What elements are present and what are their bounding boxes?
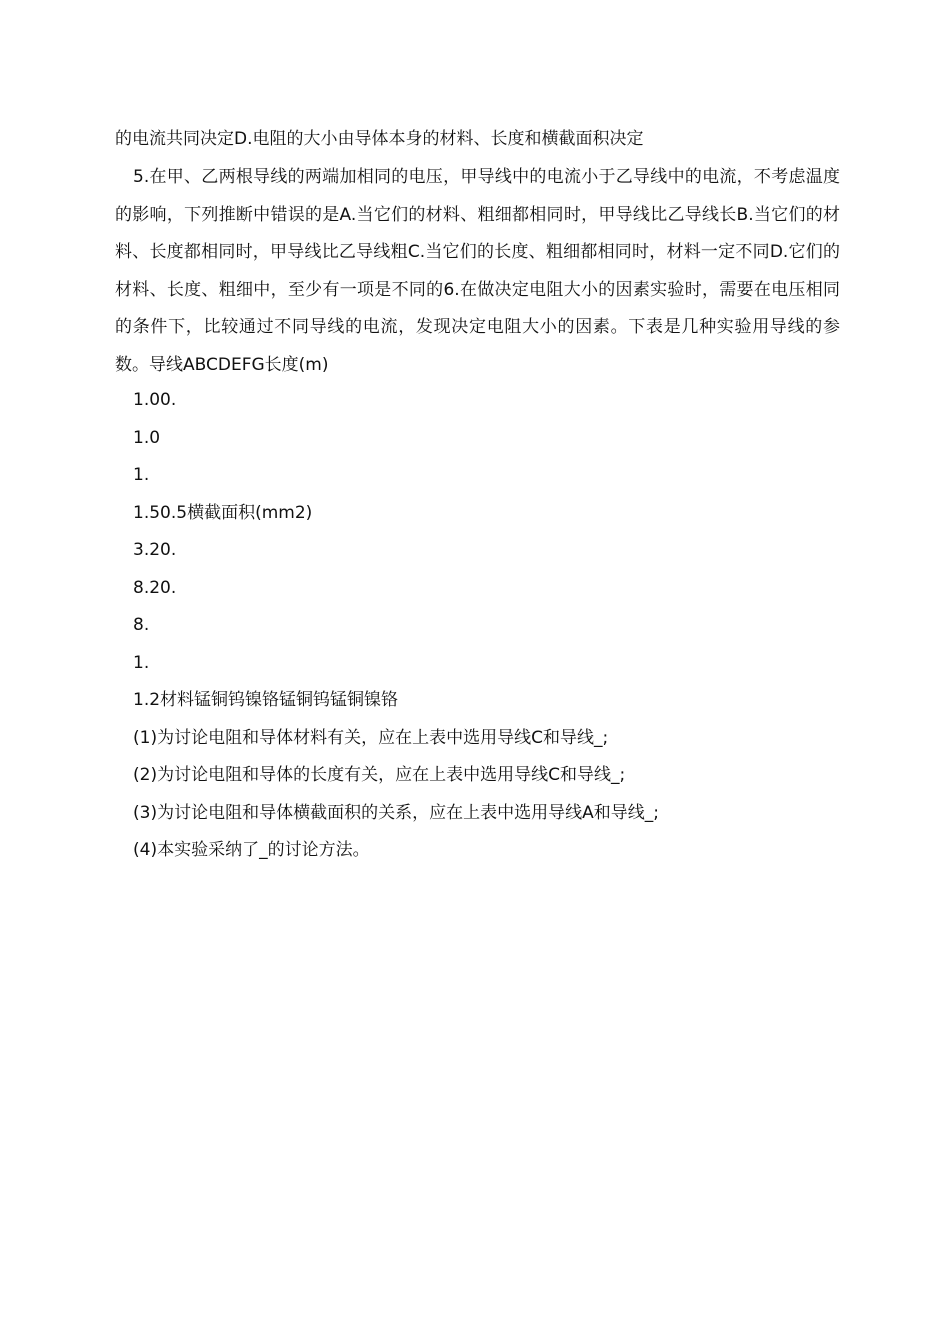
sub-question-4: (4)本实验采纳了_的讨论方法。 [133, 840, 370, 860]
sub-question-2: (2)为讨论电阻和导体的长度有关，应在上表中选用导线C和导线_; [133, 765, 626, 785]
table-line: 1. [133, 652, 150, 673]
table-line: 8. [133, 615, 150, 635]
paragraph-previous-answer: 的电流共同决定D.电阻的大小由导体本身的材料、长度和横截面积决定 [115, 129, 644, 149]
table-line: 8.20. [133, 577, 177, 598]
table-line: 1.0 [133, 427, 161, 448]
sub-question-3: (3)为讨论电阻和导体横截面积的关系，应在上表中选用导线A和导线_; [133, 802, 659, 823]
table-line: 1.00. [133, 390, 177, 410]
table-line: 1.50.5横截面积(mm2) [133, 502, 313, 523]
table-line: 3.20. [133, 540, 177, 560]
sub-question-1: (1)为讨论电阻和导体材料有关，应在上表中选用导线C和导线_; [133, 727, 609, 748]
table-line: 1.2材料锰铜钨镍铬锰铜钨锰铜镍铬 [133, 690, 399, 710]
content-lines [133, 382, 659, 870]
table-line: 1. [133, 465, 150, 485]
paragraph-question-5: 5.在甲、乙两根导线的两端加相同的电压，甲导线中的电流小于乙导线中的电流，不考虑温度的影响，下列推断中错误的是A.当它们的材料、粗细都相同时，甲导线比乙导线长B.当它们的材料、长度都相同时，甲导线比乙导线粗C.当它们的长度、粗细都相同时，材料一定不同D.它们的材料、长度、粗细中，至少有一项是不同的6.在做决定电阻大小的因素实验时，需要在电压相同的条件下，比较通过不同导线的电流，发现决定电阻大小的因素。下表是几种实验用导线的参数。导线ABCDEFG长度(m) [115, 167, 840, 375]
